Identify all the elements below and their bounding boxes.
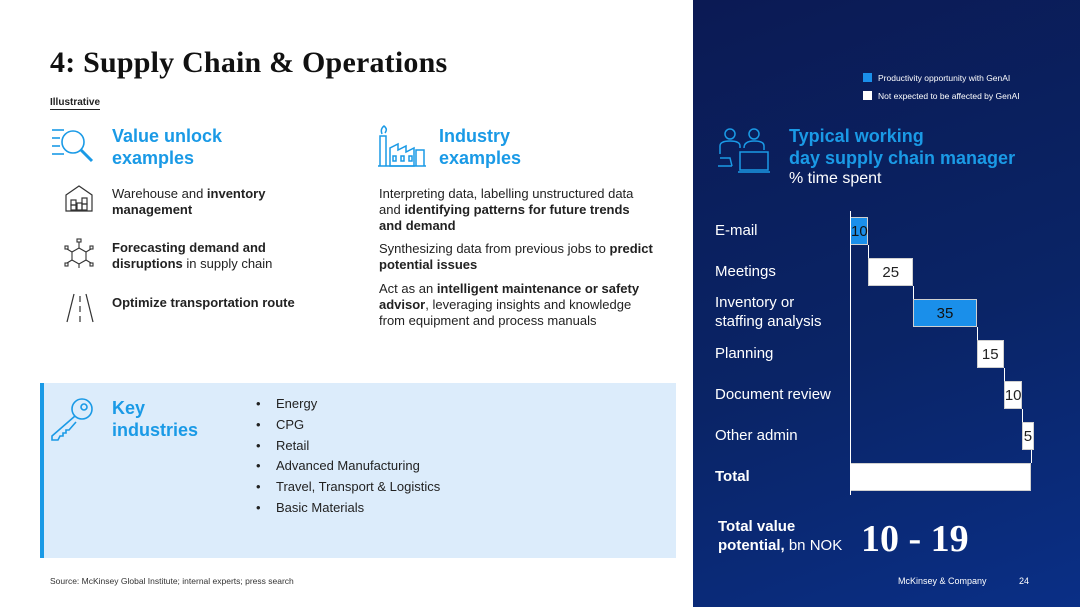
total-value-figure: 10 - 19 [861, 518, 969, 560]
chart-category-label: E-mail [715, 222, 758, 239]
industry-item-predict: Synthesizing data from previous jobs to predict potential issues [379, 241, 653, 272]
list-item: • Advanced Manufacturing [256, 458, 440, 479]
chart-connector [1022, 409, 1023, 422]
key-icon [48, 396, 96, 442]
chart-connector [913, 286, 914, 299]
list-item: • Retail [256, 438, 440, 459]
chart-axis [850, 211, 851, 495]
total-value-label: Total value potential, bn NOK [718, 518, 843, 554]
key-industries-heading: Key industries [112, 398, 199, 440]
value-unlock-heading: Value unlock examples [112, 126, 223, 168]
factory-icon [378, 124, 426, 168]
list-item: • Energy [256, 396, 440, 417]
chart-bar: 35 [913, 299, 976, 327]
chart-connector [1004, 368, 1005, 381]
chart-connector [1031, 450, 1032, 463]
list-item: • Basic Materials [256, 500, 440, 521]
chart-category-label: Document review [715, 386, 831, 403]
list-item: • CPG [256, 417, 440, 438]
network-icon [64, 238, 94, 270]
value-item-transport: Optimize transportation route [112, 295, 295, 310]
waterfall-chart [693, 200, 1080, 500]
people-computer-icon [716, 126, 772, 176]
chart-bar: 10 [850, 217, 868, 245]
page-number: 24 [1019, 576, 1030, 586]
company-name: McKinsey & Company [898, 576, 987, 586]
chart-category-label: Other admin [715, 427, 798, 444]
chart-bar: 15 [977, 340, 1004, 368]
warehouse-icon [64, 183, 94, 213]
illustrative-tag: Illustrative [50, 97, 101, 108]
chart-connector [868, 245, 869, 258]
industry-item-patterns: Interpreting data, labelling unstructured data and identifying patterns for future trends and demand [379, 186, 634, 233]
industry-heading: Industry examples [439, 126, 522, 168]
chart-bar-total [850, 463, 1031, 491]
chart-category-label: Inventory or staffing analysis [715, 294, 822, 330]
page-title: 4: Supply Chain & Operations [50, 46, 448, 79]
chart-bar: 5 [1022, 422, 1034, 450]
chart-category-label: Planning [715, 345, 774, 362]
workday-subtitle: % time spent [789, 170, 882, 187]
magnifier-icon [50, 124, 96, 166]
source-note: Source: McKinsey Global Institute; internal experts; press search [50, 576, 294, 586]
chart-bar: 25 [868, 258, 913, 286]
chart-bar: 10 [1004, 381, 1022, 409]
workday-heading: Typical working day supply chain manager [789, 126, 1016, 168]
industry-item-advisor: Act as an intelligent maintenance or safety advisor, leveraging insights and knowledge from equipment and process manuals [379, 281, 640, 328]
legend-swatch-not-icon [863, 91, 872, 100]
key-industries-list [256, 396, 440, 521]
chart-connector [977, 327, 978, 340]
road-icon [64, 292, 96, 324]
chart-category-label: Meetings [715, 263, 776, 280]
value-item-forecasting: Forecasting demand and disruptions in supply chain [112, 240, 273, 271]
list-item: • Travel, Transport & Logistics [256, 479, 440, 500]
value-item-warehouse: Warehouse and inventory management [112, 186, 266, 217]
chart-category-label: Total [715, 468, 750, 485]
legend-swatch-ai-icon [863, 73, 872, 82]
legend-not-affected: Not expected to be affected by GenAI [863, 91, 1020, 101]
legend-ai: Productivity opportunity with GenAI [863, 73, 1010, 83]
